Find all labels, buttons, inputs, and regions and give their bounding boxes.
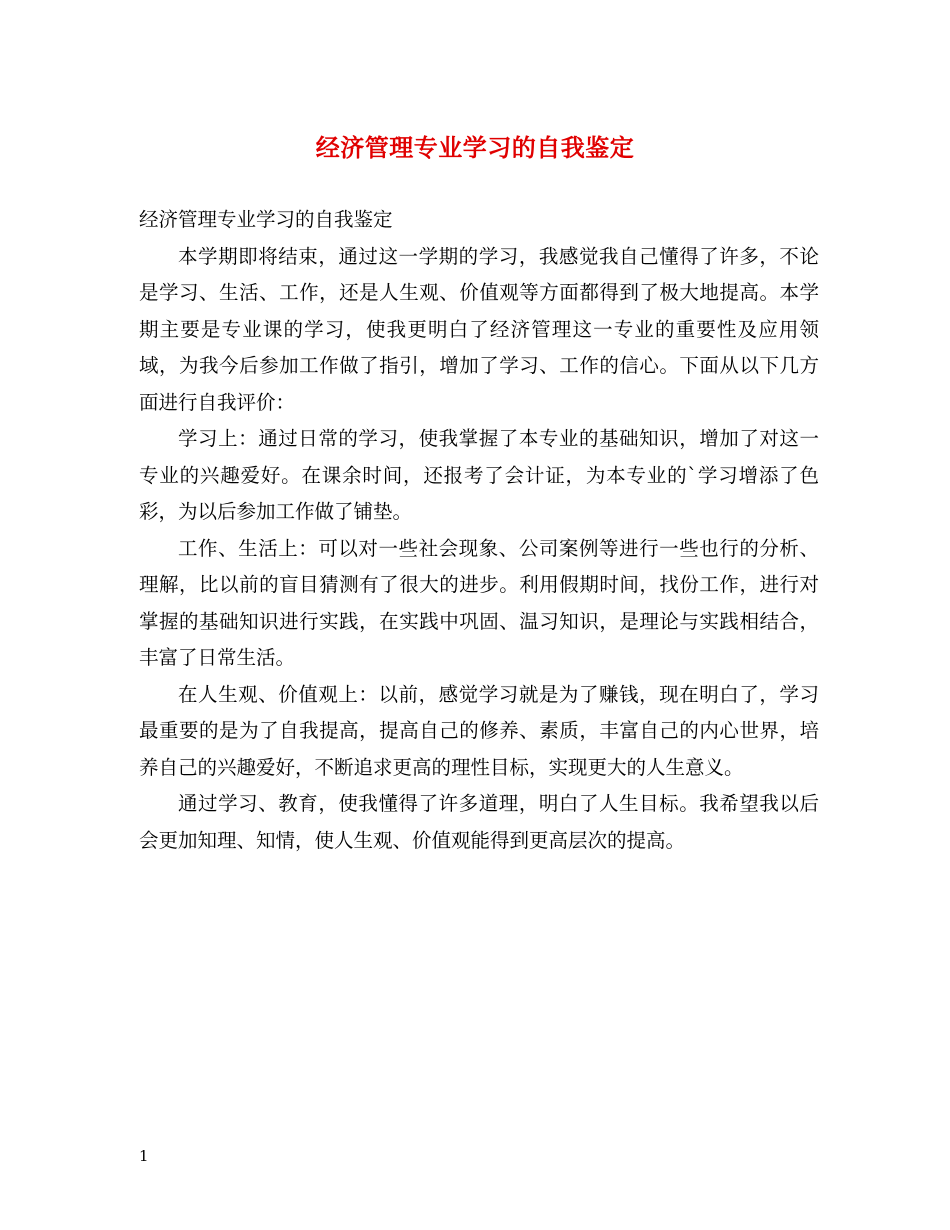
document-subtitle: 经济管理专业学习的自我鉴定 <box>139 208 393 231</box>
paragraph-study: 学习上：通过日常的学习，使我掌握了本专业的基础知识，增加了对这一专业的兴趣爱好。在课余时间，还报考了会计证，为本专业的`学习增添了色彩，为以后参加工作做了铺垫。 <box>139 427 819 523</box>
paragraph-conclusion: 通过学习、教育，使我懂得了许多道理，明白了人生目标。我希望我以后会更加知理、知情，使人生观、价值观能得到更高层次的提高。 <box>139 792 819 852</box>
document-title: 经济管理专业学习的自我鉴定 <box>315 133 635 162</box>
document-body <box>139 202 819 859</box>
paragraph-intro: 本学期即将结束，通过这一学期的学习，我感觉我自己懂得了许多，不论是学习、生活、工作，还是人生观、价值观等方面都得到了极大地提高。本学期主要是专业课的学习，使我更明白了经济管理这一专业的重要性及应用领域，为我今后参加工作做了指引，增加了学习、工作的信心。下面从以下几方面进行自我评价： <box>139 244 819 414</box>
page-number: 1 <box>139 1147 149 1165</box>
paragraph-values: 在人生观、价值观上：以前，感觉学习就是为了赚钱，现在明白了，学习最重要的是为了自我提高，提高自己的修养、素质，丰富自己的内心世界，培养自己的兴趣爱好，不断追求更高的理性目标，实现更大的人生意义。 <box>139 682 819 779</box>
paragraph-work-life: 工作、生活上：可以对一些社会现象、公司案例等进行一些也行的分析、理解，比以前的盲目猜测有了很大的进步。利用假期时间，找份工作，进行对掌握的基础知识进行实践，在实践中巩固、温习知识，是理论与实践相结合，丰富了日常生活。 <box>139 536 819 669</box>
